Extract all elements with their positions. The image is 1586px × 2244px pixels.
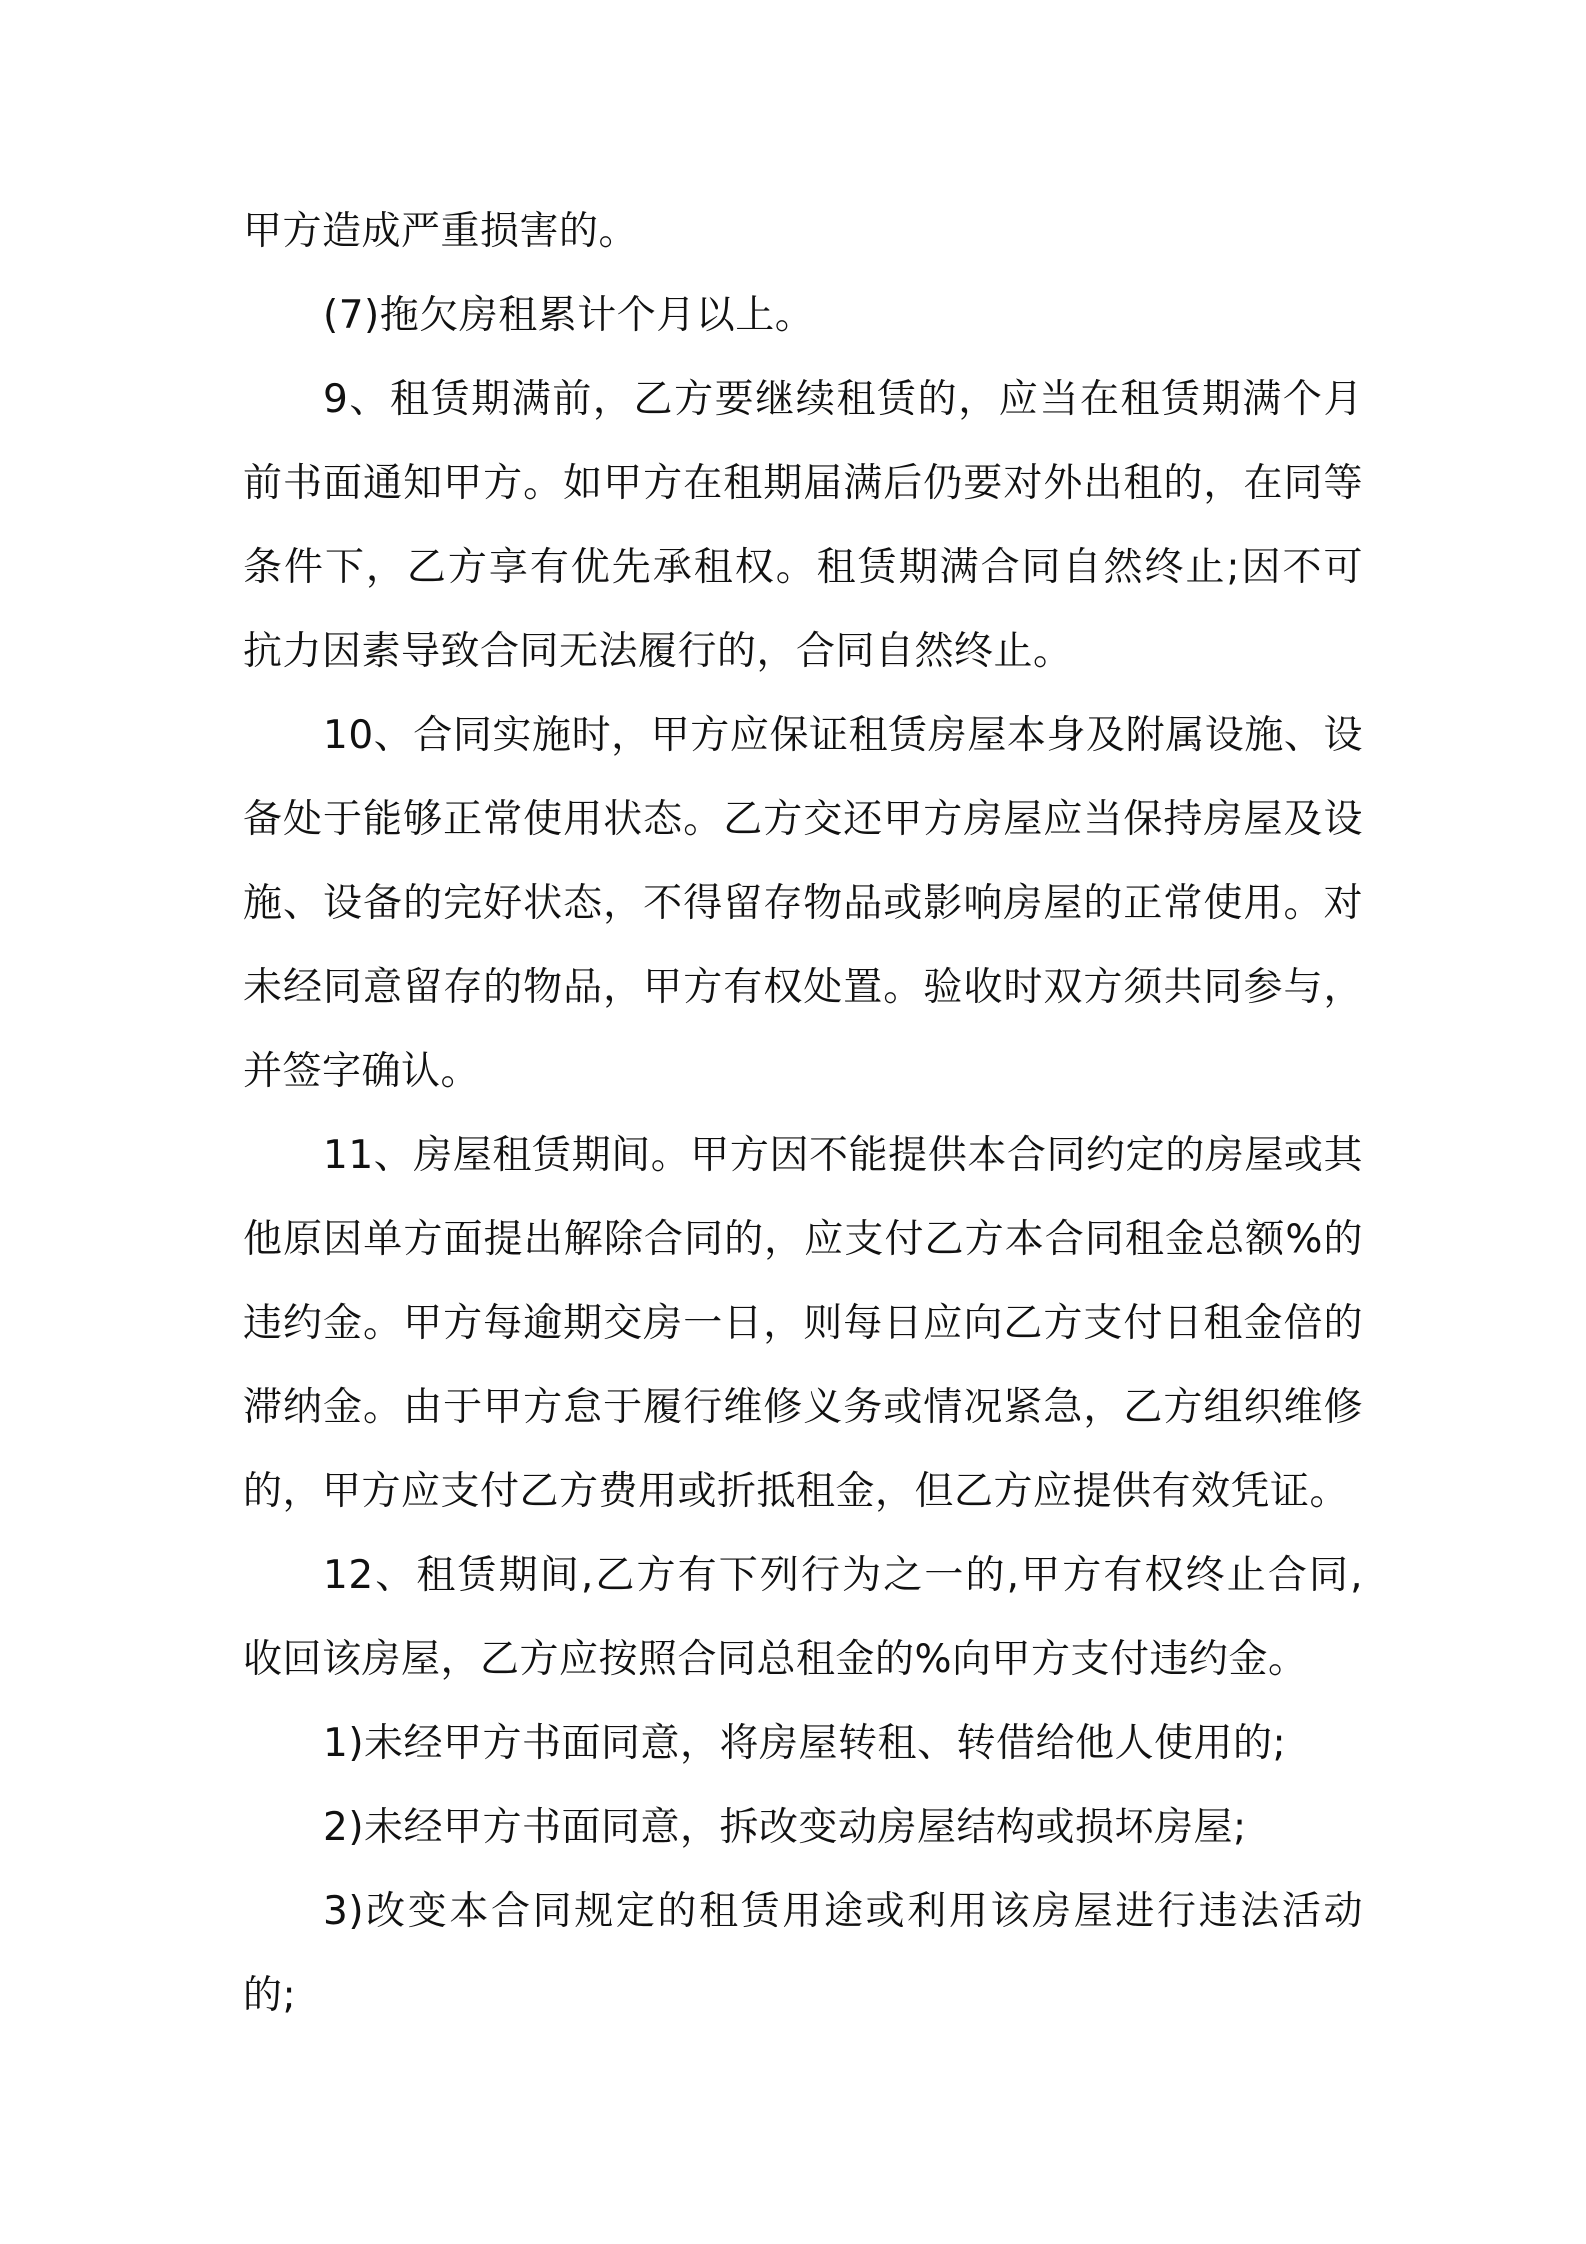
text-line: 滞纳金。由于甲方怠于履行维修义务或情况紧急，乙方组织维修 (243, 1385, 1363, 1430)
text-line: 备处于能够正常使用状态。乙方交还甲方房屋应当保持房屋及设 (243, 797, 1363, 842)
text-line: 违约金。甲方每逾期交房一日，则每日应向乙方支付日租金倍的 (243, 1301, 1363, 1346)
text-line: 的，甲方应支付乙方费用或折抵租金，但乙方应提供有效凭证。 (243, 1469, 1350, 1514)
paragraph-clause-11 (243, 1114, 1363, 1534)
text-line: (7)拖欠房租累计个月以上。 (323, 293, 815, 338)
text-line: 2)未经甲方书面同意，拆改变动房屋结构或损坏房屋; (323, 1805, 1247, 1850)
text-line: 的; (243, 1973, 297, 2018)
text-line: 他原因单方面提出解除合同的，应支付乙方本合同租金总额%的 (243, 1217, 1363, 1262)
text-line: 3)改变本合同规定的租赁用途或利用该房屋进行违法活动 (323, 1889, 1363, 1934)
text-line: 前书面通知甲方。如甲方在租期届满后仍要对外出租的，在同等 (243, 461, 1363, 506)
text-line: 12、租赁期间,乙方有下列行为之一的,甲方有权终止合同, (323, 1553, 1363, 1598)
paragraph-clause-9 (243, 358, 1363, 694)
text-line: 条件下，乙方享有优先承租权。租赁期满合同自然终止;因不可 (243, 545, 1363, 590)
text-line: 抗力因素导致合同无法履行的，合同自然终止。 (243, 629, 1073, 674)
text-line: 11、房屋租赁期间。甲方因不能提供本合同约定的房屋或其 (323, 1133, 1363, 1178)
text-line: 1)未经甲方书面同意，将房屋转租、转借给他人使用的; (323, 1721, 1287, 1766)
paragraph-item-7 (243, 274, 1363, 358)
paragraph-item-2 (243, 1786, 1363, 1870)
text-line: 施、设备的完好状态，不得留存物品或影响房屋的正常使用。对 (243, 881, 1363, 926)
text-line: 未经同意留存的物品，甲方有权处置。验收时双方须共同参与， (243, 965, 1363, 1010)
paragraph-clause-12 (243, 1534, 1363, 1702)
text-line: 甲方造成严重损害的。 (243, 209, 639, 254)
text-line: 9、租赁期满前，乙方要继续租赁的，应当在租赁期满个月 (323, 377, 1363, 422)
text-line: 10、合同实施时，甲方应保证租赁房屋本身及附属设施、设 (323, 713, 1363, 758)
paragraph-clause-10 (243, 694, 1363, 1114)
text-line: 并签字确认。 (243, 1049, 481, 1094)
paragraph-continuation (243, 190, 1363, 274)
paragraph-item-3 (243, 1870, 1363, 2038)
text-line: 收回该房屋，乙方应按照合同总租金的%向甲方支付违约金。 (243, 1637, 1308, 1682)
paragraph-item-1 (243, 1702, 1363, 1786)
contract-body (243, 190, 1363, 2038)
